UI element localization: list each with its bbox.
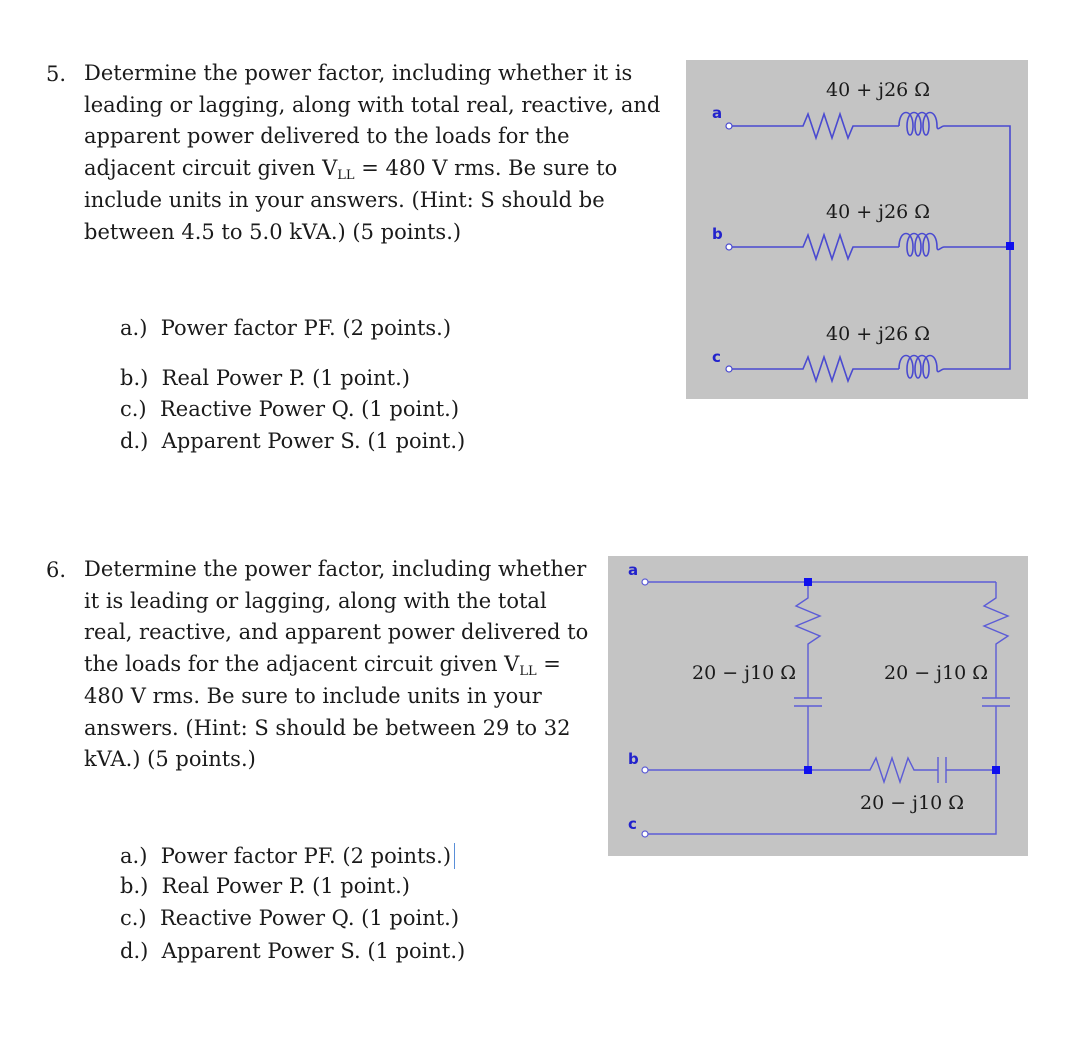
part-a: a.) Power factor PF. (2 points.) xyxy=(120,843,455,869)
question-text: Determine the power factor, including whether it is leading or lagging, along with total real, reactive, and apparent power delivered to the loads for the adjacent circuit given $V_{LL} = 480$ V rms. Be sure to include units in your answers. (Hint: S should be between 4.5 to 5.0 kVA.) (5 points.) xyxy=(84,61,661,244)
circuit-diagram-wye xyxy=(686,60,1028,399)
question-text: Determine the power factor, including whether it is leading or lagging, along with the total real, reactive, and apparent power delivered to the loads for the adjacent circuit given $V_{LL} = 480$ V rms. Be sure to include units in your answers. (Hint: S should be between 29 to 32 kVA.) (5 points.) xyxy=(84,557,589,772)
neutral-node xyxy=(1006,242,1014,250)
part-d: d.) Apparent Power S. (1 point.) xyxy=(120,429,466,453)
part-c: c.) Reactive Power Q. (1 point.) xyxy=(120,906,460,930)
node xyxy=(804,766,812,774)
terminal-c-label: c xyxy=(628,815,637,833)
branch-c xyxy=(726,246,1010,381)
branch-a xyxy=(726,113,1010,247)
question-number: 6. xyxy=(46,558,67,582)
terminal-c-label: c xyxy=(712,348,721,366)
question-number: 5. xyxy=(46,62,67,86)
impedance-label-ca: 20 − j10 Ω xyxy=(884,662,989,684)
impedance-label-b: 40 + j26 Ω xyxy=(826,201,931,223)
impedance-label-a: 40 + j26 Ω xyxy=(826,79,931,101)
terminal-a-label: a xyxy=(628,561,639,579)
terminal-a-label: a xyxy=(712,104,723,122)
branch-bc xyxy=(808,757,996,783)
branch-b xyxy=(726,234,1010,260)
impedance-label-c: 40 + j26 Ω xyxy=(826,323,931,345)
part-d: d.) Apparent Power S. (1 point.) xyxy=(120,939,466,963)
branch-ab xyxy=(794,582,822,770)
part-b: b.) Real Power P. (1 point.) xyxy=(120,874,410,898)
circuit-diagram-delta xyxy=(608,556,1028,856)
part-a: a.) Power factor PF. (2 points.) xyxy=(120,316,452,340)
terminal-b-label: b xyxy=(628,750,639,768)
impedance-label-bc: 20 − j10 Ω xyxy=(860,792,965,814)
node xyxy=(992,766,1000,774)
node xyxy=(804,578,812,586)
impedance-label-ab: 20 − j10 Ω xyxy=(692,662,797,684)
terminal-b-label: b xyxy=(712,225,723,243)
part-c: c.) Reactive Power Q. (1 point.) xyxy=(120,397,460,421)
text-cursor xyxy=(454,843,455,869)
part-b: b.) Real Power P. (1 point.) xyxy=(120,366,410,390)
